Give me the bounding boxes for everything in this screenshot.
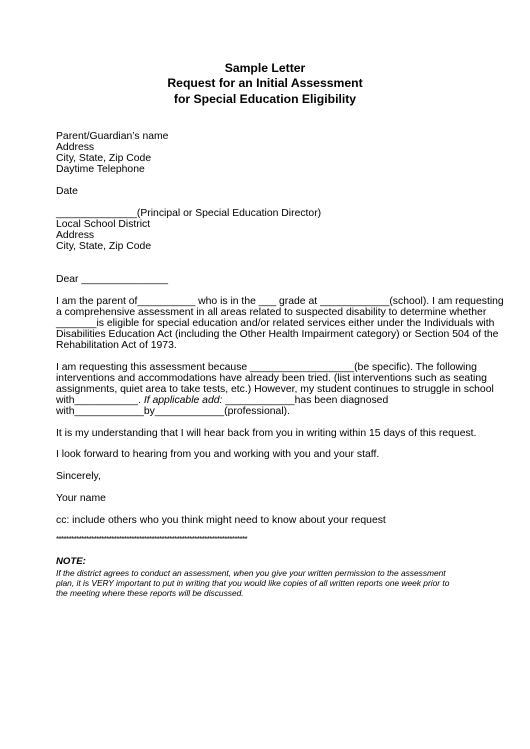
cc-text: cc: include others who you think might need to know about your request <box>56 515 386 526</box>
paragraph-3 <box>56 428 476 439</box>
paragraph-1-line-2: a comprehensive assessment in all areas related to suspected disability to determine whether <box>56 307 487 319</box>
note-label: NOTE: <box>56 556 86 567</box>
note-block <box>56 557 476 598</box>
paragraph-4-text: I look forward to hearing from you and working with you and your staff. <box>56 449 380 460</box>
paragraph-2-line-3: assignments, quiet area to take tests, etc.) However, my student continues to struggle in school <box>56 384 494 396</box>
sender-name: Parent/Guardian’s name <box>56 131 169 142</box>
signature-text: Your name <box>56 493 106 504</box>
sender-phone: Daytime Telephone <box>56 164 145 176</box>
note-line-2: plan, it is VERY important to put in writing that you would like copies of all written reports one week prior to <box>56 577 450 588</box>
paragraph-4 <box>56 449 476 460</box>
paragraph-1-line-3: _______is eligible for special education and/or related services either under the Individuals with <box>56 318 495 330</box>
recipient-block <box>56 208 476 252</box>
recipient-city: City, State, Zip Code <box>56 241 152 253</box>
paragraph-2-line-4 <box>56 395 476 406</box>
paragraph-3-text: It is my understanding that I will hear back from you in writing within 15 days of this request. <box>56 428 477 439</box>
letter-title <box>0 61 530 107</box>
paragraph-1-line-1: I am the parent of__________ who is in the ___ grade at ____________(school). I am requesting <box>56 296 504 307</box>
paragraph-2-line-5: with____________by____________(professional). <box>56 406 290 418</box>
closing <box>56 471 476 482</box>
title-line-3: for Special Education Eligibility <box>173 91 357 106</box>
salutation-text: Dear _______________ <box>56 274 169 285</box>
recipient-address: Address <box>56 230 95 242</box>
sender-address: Address <box>56 142 95 154</box>
title-line-2: Request for an Initial Assessment <box>167 76 363 91</box>
paragraph-1 <box>56 296 504 352</box>
closing-text: Sincerely, <box>56 471 101 482</box>
separator-stars: **************************************************************************** <box>56 535 248 544</box>
separator <box>56 535 476 544</box>
sender-city: City, State, Zip Code <box>56 153 152 165</box>
paragraph-2 <box>56 362 494 418</box>
date-label: Date <box>56 186 78 197</box>
cc-line <box>56 515 476 526</box>
paragraph-2-line-1: I am requesting this assessment because __________________(be specific). The following <box>56 362 477 373</box>
paragraph-2-line-4-italic: If applicable add: <box>143 395 223 407</box>
sender-block <box>56 131 476 175</box>
signature <box>56 493 476 504</box>
recipient-line: ______________(Principal or Special Education Director) <box>56 208 322 219</box>
paragraph-2-line-4-start: with___________. <box>56 395 144 407</box>
paragraph-2-line-4-end: ____________has been diagnosed <box>222 395 389 407</box>
title-line-1: Sample Letter <box>224 61 306 75</box>
date-line <box>56 186 476 197</box>
paragraph-2-line-2: interventions and accommodations have already been tried. (list interventions such as seating <box>56 373 487 385</box>
note-line-1: If the district agrees to conduct an assessment, when you give your written permission to the assessment <box>56 567 446 578</box>
paragraph-1-line-4: Disabilities Education Act (including the Other Health Impairment category) or Section 504 of the <box>56 329 499 341</box>
salutation <box>56 274 476 285</box>
recipient-district: Local School District <box>56 219 151 231</box>
note-line-3: the meeting where these reports will be discussed. <box>56 588 244 598</box>
paragraph-1-line-5: Rehabilitation Act of 1973. <box>56 340 177 352</box>
